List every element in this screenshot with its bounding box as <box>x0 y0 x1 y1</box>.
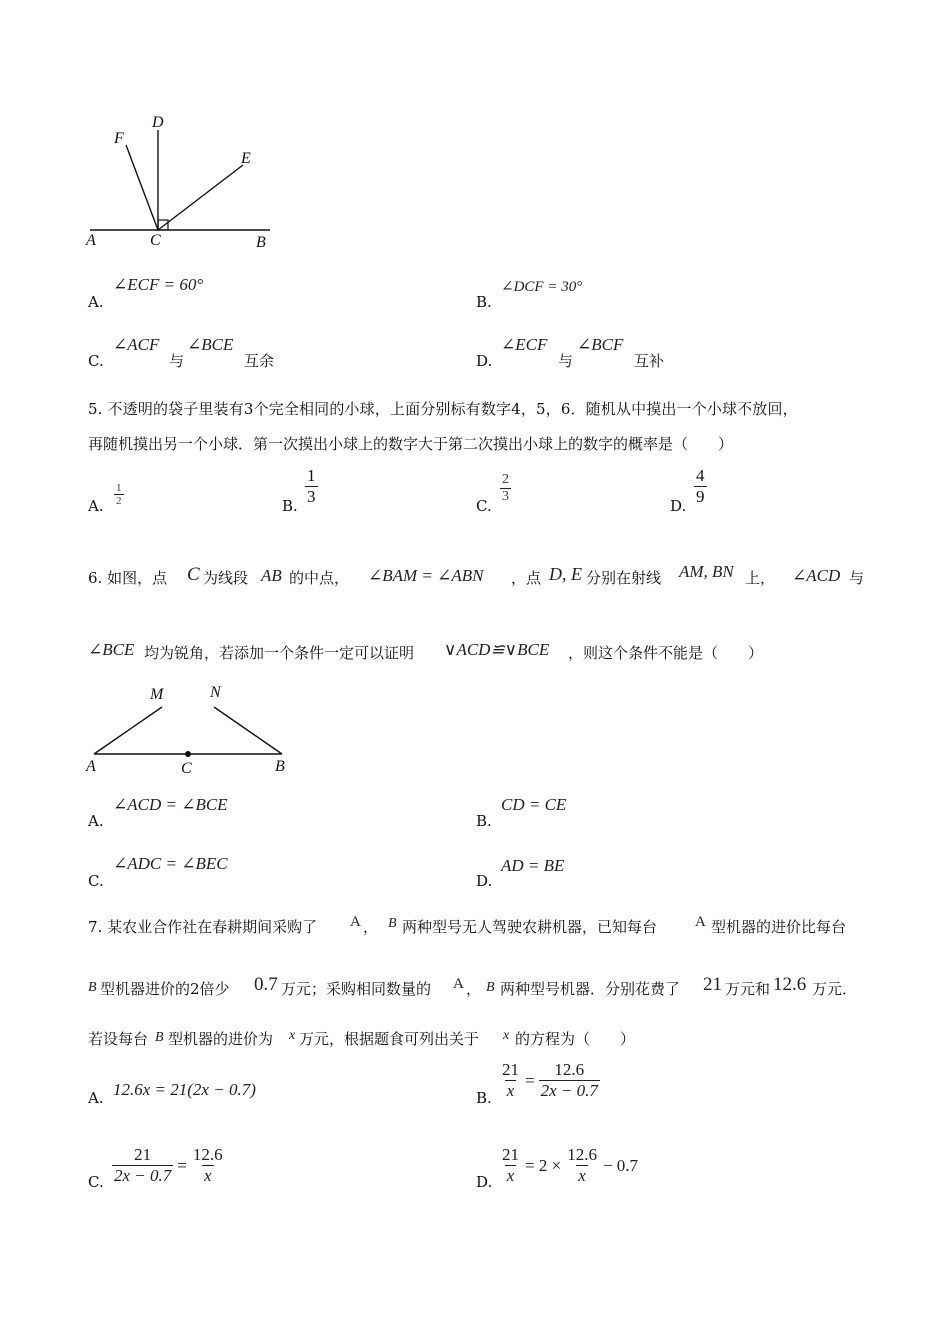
q4-option-c-expr1: ∠ACF <box>113 335 160 354</box>
q6-option-b-expr: CD = CE <box>501 795 567 814</box>
q5-option-a-letter[interactable]: A. <box>88 497 104 515</box>
q7-l3d: 的方程为（ ） <box>515 1030 636 1048</box>
q7-option-c-frac1 <box>112 1145 173 1186</box>
q6-l1-angle-eq: ∠BAM = ∠ABN <box>368 566 484 585</box>
q6-option-c-letter[interactable]: C. <box>88 872 104 890</box>
label-m: M <box>150 686 164 703</box>
q7-option-d-den1: x <box>506 1166 515 1185</box>
q7-option-d-num2: 12.6 <box>567 1145 597 1164</box>
midpoint-c-dot <box>185 751 191 757</box>
q7-option-d-frac1 <box>500 1145 521 1186</box>
q4-option-a-expr: ∠ECF = 60° <box>113 275 204 294</box>
q7-l3a: 若设每台 <box>88 1030 149 1048</box>
q7-l2d: 两种型号机器．分别花费了 <box>500 980 681 998</box>
q7-option-d-frac2 <box>565 1145 599 1186</box>
q7-l2-type-b: B <box>88 980 97 995</box>
q7-l2-value-12-6: 12.6 <box>773 974 807 995</box>
label-b-2: B <box>275 758 285 775</box>
q6-option-a-letter[interactable]: A. <box>88 812 104 830</box>
q4-option-b-expr: ∠DCF = 30° <box>501 279 583 295</box>
ray-am <box>94 707 162 754</box>
q4-option-c-letter[interactable]: C. <box>88 352 104 370</box>
q7-option-d-tail: − 0.7 <box>602 1155 639 1175</box>
q7-option-b-den1: x <box>506 1081 515 1100</box>
label-a: A <box>86 232 96 249</box>
q7-option-b-num1: 21 <box>502 1060 519 1079</box>
q5-option-d-frac <box>694 466 707 507</box>
q5-option-b-num: 1 <box>307 466 316 485</box>
q6-l1-points-de: D, E <box>549 564 582 584</box>
q7-option-b-den2: 2x − 0.7 <box>540 1081 598 1100</box>
q7-option-b-expr <box>500 1060 600 1101</box>
label-b: B <box>256 234 266 251</box>
q7-option-b-eq: = <box>525 1070 535 1090</box>
q7-option-c-frac2 <box>191 1145 225 1186</box>
q7-option-c-num1: 21 <box>134 1145 152 1164</box>
label-c: C <box>150 232 161 249</box>
q7-option-d-num1: 21 <box>502 1145 519 1164</box>
q4-option-c-end: 互余 <box>244 352 275 370</box>
q4-option-d-letter[interactable]: D. <box>476 352 493 370</box>
q6-l1a: 6. 如图，点 <box>88 569 168 587</box>
q5-option-d-letter[interactable]: D. <box>670 497 687 515</box>
q5-option-c-num: 2 <box>502 472 509 487</box>
q5-line1: 5. 不透明的袋子里装有3个完全相同的小球，上面分别标有数字4，5，6．随机从中摸出一个小球不放回， <box>88 400 798 418</box>
q5-option-b-frac <box>305 466 318 507</box>
q7-l2b: 万元；采购相同数量的 <box>281 980 432 998</box>
q4-option-d-end: 互补 <box>634 352 665 370</box>
q7-option-a-expr: 12.6x = 21(2x − 0.7) <box>113 1080 256 1099</box>
label-a-2: A <box>86 758 96 775</box>
q6-option-b-letter[interactable]: B. <box>476 812 492 830</box>
q5-option-a-num: 1 <box>116 482 122 494</box>
q7-option-c-den1: 2x − 0.7 <box>114 1166 172 1185</box>
label-e: E <box>241 150 251 167</box>
q5-option-a-den: 2 <box>116 495 122 507</box>
label-n: N <box>210 684 221 701</box>
q6-l1d: ，点 <box>511 569 542 587</box>
q5-line2: 再随机摸出另一个小球．第一次摸出小球上的数字大于第二次摸出小球上的数字的概率是（ ） <box>88 435 734 453</box>
q7-l3b: 型机器的进价为 <box>168 1030 274 1048</box>
q5-option-c-letter[interactable]: C. <box>476 497 492 515</box>
q5-option-a-frac <box>114 482 124 507</box>
label-c-2: C <box>181 760 192 777</box>
q7-option-c-letter[interactable]: C. <box>88 1173 104 1191</box>
q4-option-b-letter[interactable]: B. <box>476 293 492 311</box>
q4-option-d-expr1: ∠ECF <box>501 335 548 354</box>
q6-l1c: 的中点， <box>289 569 350 587</box>
q7-l2f: 万元． <box>812 980 858 998</box>
q7-option-c-eq: = <box>177 1155 187 1175</box>
figure-angles <box>80 110 280 260</box>
q7-l1d: 型机器的进价比每台 <box>711 918 847 936</box>
q7-l2-value-0-7: 0.7 <box>254 974 278 995</box>
q5-option-d-num: 4 <box>696 466 705 485</box>
q7-option-b-num2: 12.6 <box>554 1060 585 1079</box>
q7-option-d-eq: = 2 × <box>525 1155 562 1175</box>
q7-l1a: 7. 某农业合作社在春耕期间采购了 <box>88 918 318 936</box>
q7-option-c-num2: 12.6 <box>192 1145 223 1164</box>
q6-option-d-expr: AD = BE <box>501 856 565 875</box>
q6-l2a: 均为锐角，若添加一个条件一定可以证明 <box>144 644 415 662</box>
q7-l3-var-x: x <box>289 1028 296 1043</box>
label-f: F <box>114 130 124 147</box>
q6-l1-segment-ab: AB <box>261 566 282 585</box>
q6-option-d-letter[interactable]: D. <box>476 872 493 890</box>
q7-l2-type-a: A <box>453 976 464 992</box>
q6-l1-angle-acd: ∠ACD <box>792 566 841 585</box>
q7-l2e: 万元和 <box>725 980 771 998</box>
q6-l1e: 分别在射线 <box>586 569 662 587</box>
ray-cf <box>126 145 158 230</box>
q6-l2-congruence: ∨ACD≌∨BCE <box>444 640 550 659</box>
q4-option-d-expr2: ∠BCF <box>577 335 624 354</box>
q4-option-d-mid: 与 <box>558 352 574 370</box>
ray-ce <box>158 165 243 230</box>
q5-option-b-letter[interactable]: B. <box>282 497 298 515</box>
ray-bn <box>214 707 282 754</box>
q6-l1-point-c: C <box>187 564 200 585</box>
q7-l3c: 万元，根据题食可列出关于 <box>299 1030 480 1048</box>
q6-l1g: 与 <box>849 569 865 587</box>
q7-l3-type-b: B <box>155 1030 164 1045</box>
q7-option-c-den2: x <box>203 1166 212 1185</box>
q5-option-c-den: 3 <box>502 489 509 504</box>
q6-l2b: ，则这个条件不能是（ ） <box>568 644 764 662</box>
q6-l1-rays: AM, BN <box>679 562 734 581</box>
q6-option-a-expr: ∠ACD = ∠BCE <box>113 795 228 814</box>
q7-l3-var-x2: x <box>503 1028 510 1043</box>
q4-option-a-letter[interactable]: A. <box>88 293 104 311</box>
q5-option-d-den: 9 <box>696 487 705 506</box>
q7-l1c: 两种型号无人驾驶农耕机器，已知每台 <box>402 918 658 936</box>
q5-option-c-frac <box>500 472 511 505</box>
q7-option-b-frac1 <box>500 1060 521 1101</box>
q6-l2-angle-bce: ∠BCE <box>88 640 135 659</box>
label-d: D <box>152 114 164 131</box>
q6-l1f: 上， <box>745 569 776 587</box>
q7-l1-type-a: A <box>350 914 361 930</box>
q7-l2c: ， <box>466 980 482 998</box>
q4-option-c-expr2: ∠BCE <box>187 335 234 354</box>
q7-l2-type-b2: B <box>486 980 495 995</box>
q7-option-d-letter[interactable]: D. <box>476 1173 493 1191</box>
q7-option-d-den2: x <box>578 1166 586 1185</box>
q6-l1b: 为线段 <box>203 569 249 587</box>
q6-option-c-expr: ∠ADC = ∠BEC <box>113 854 228 873</box>
q7-option-a-letter[interactable]: A. <box>88 1089 104 1107</box>
q7-l2-value-21: 21 <box>703 974 722 995</box>
q7-l1-type-b: B <box>388 916 397 931</box>
q7-option-b-letter[interactable]: B. <box>476 1089 492 1107</box>
q7-option-c-expr <box>112 1145 225 1186</box>
q7-l1-type-a2: A <box>695 914 706 930</box>
q5-option-b-den: 3 <box>307 487 316 506</box>
q7-l2a: 型机器进价的2倍少 <box>100 980 230 998</box>
q7-option-b-frac2 <box>539 1060 600 1101</box>
q7-option-d-expr <box>500 1145 638 1186</box>
q4-option-c-mid: 与 <box>169 352 185 370</box>
q7-l1b: ， <box>363 918 379 936</box>
